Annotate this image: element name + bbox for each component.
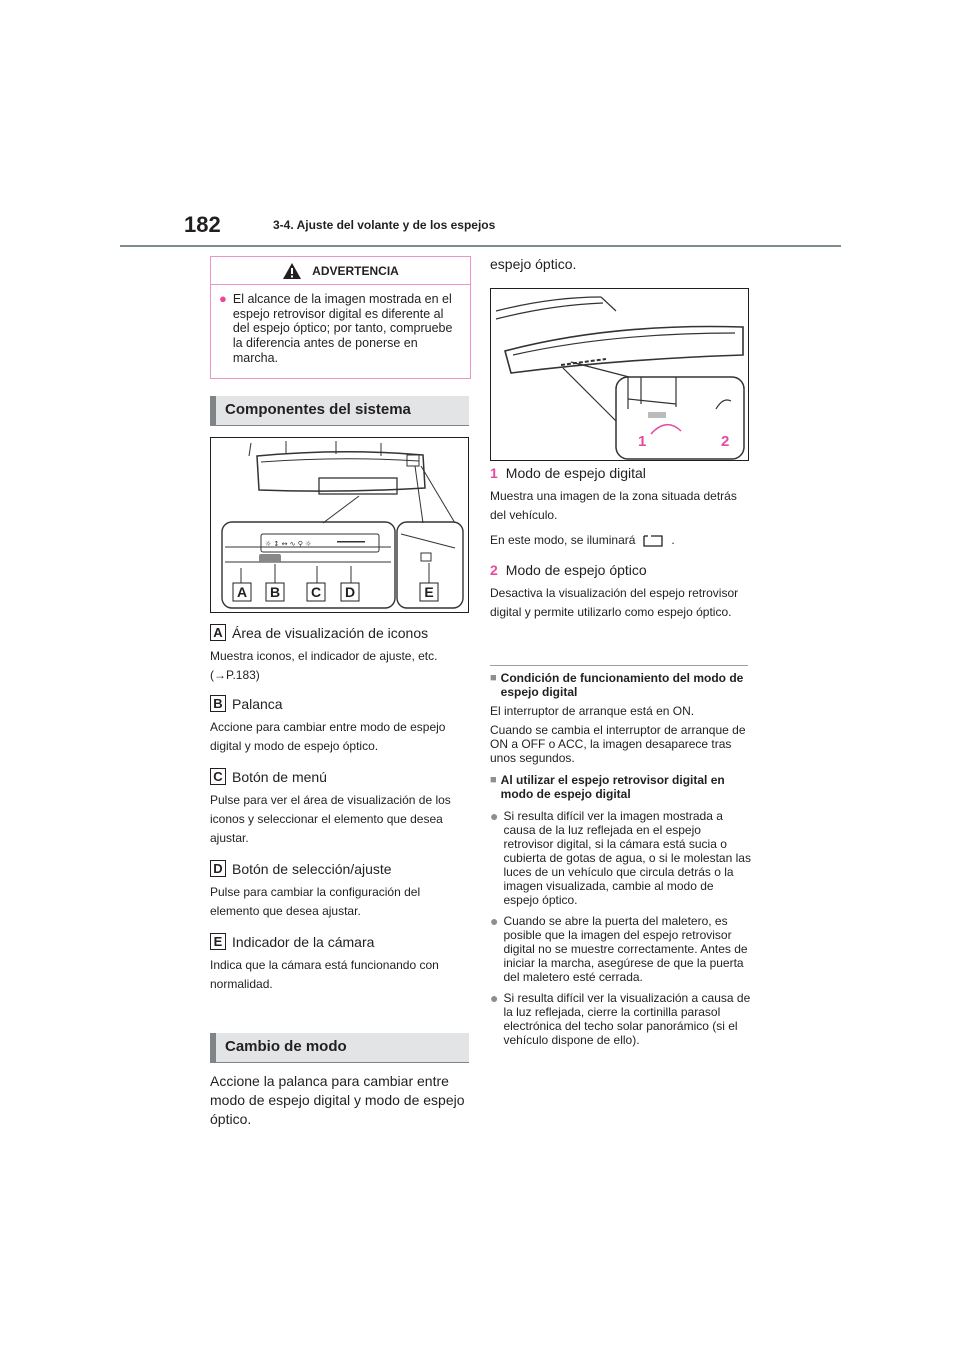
component-desc: Indica que la cámara está funcionando con normalidad. (210, 958, 439, 991)
component-item-e (210, 933, 472, 994)
label-a: A (210, 624, 226, 641)
warning-title: ADVERTENCIA (312, 263, 399, 278)
callout-label-a: A (236, 584, 248, 600)
warning-item (211, 285, 470, 366)
note-bullet: ● Cuando se abre la puerta del maletero, es posible que la imagen del espejo retrovisor digital no se muestre correctamente. Antes de iniciar la marcha, asegúrese de que la puerta del maletero esté cerrada. (490, 913, 748, 984)
section-heading-mode-change: Cambio de modo (210, 1033, 469, 1063)
warning-icon (282, 262, 302, 280)
intro-continuation: espejo óptico. (490, 256, 577, 272)
bullet-icon: ● (490, 913, 499, 929)
label-c: C (210, 768, 226, 785)
mode-title: Modo de espejo digital (505, 465, 646, 481)
lever-illustration (491, 289, 748, 460)
mode-item-optical (490, 562, 752, 578)
mode-desc-text: En este modo, se iluminará (490, 533, 636, 547)
figure-mode-lever (490, 288, 749, 461)
mirror-illustration (211, 438, 468, 612)
note-bullet: ● Si resulta difícil ver la imagen mostrada a causa de la luz reflejada en el espejo retrovisor digital, si la cámara está sucia o cubierta de gotas de agua, o si le molestan las luces de un vehículo que circula detrás o la imagen visualizada, cambie al modo de espejo óptico. (490, 808, 751, 907)
component-desc: Pulse para ver el área de visualización de los iconos y seleccionar el elemento que desea ajustar. (210, 793, 451, 845)
position-label-1: 1 (638, 433, 647, 450)
label-b: B (210, 695, 226, 712)
mode-desc: Muestra una imagen de la zona situada detrás del vehículo. (490, 489, 737, 522)
svg-text:☼ ↕ ↔ ∿ ⚲ ☼: ☼ ↕ ↔ ∿ ⚲ ☼ (265, 540, 312, 548)
callout-label-c: C (310, 584, 322, 600)
component-desc: Accione para cambiar entre modo de espejo digital y modo de espejo óptico. (210, 720, 446, 753)
component-title: Indicador de la cámara (232, 933, 375, 950)
note-bullet: ● Si resulta difícil ver la visualización a causa de la luz reflejada, cierre la cortinilla parasol electrónica del techo solar panorámico (si el vehículo dispone de ello). (490, 990, 751, 1047)
warning-text: El alcance de la imagen mostrada en el espejo retrovisor digital es diferente al del espejo óptico; por tanto, compruebe la diferencia antes de ponerse en marcha. (232, 292, 453, 365)
page-number: 182 (184, 212, 221, 237)
mode-item-digital (490, 465, 752, 481)
mode-number: 2 (490, 562, 498, 578)
component-item-a (210, 624, 472, 685)
camera-indicator-icon (641, 534, 665, 548)
mode-change-intro: Accione la palanca para cambiar entre modo de espejo digital y modo de espejo óptico. (210, 1073, 465, 1127)
note-paragraph: Cuando se cambia el interruptor de arranque de ON a OFF o ACC, la imagen desaparece tras unos segundos. (490, 723, 746, 765)
callout-label-d: D (344, 584, 356, 600)
label-d: D (210, 860, 226, 877)
position-label-2: 2 (721, 433, 730, 450)
note-heading-digital-use: ■ Al utilizar el espejo retrovisor digital en modo de espejo digital (490, 773, 725, 801)
component-list (210, 624, 472, 994)
bullet-icon: ● (490, 808, 499, 824)
component-title: Botón de menú (232, 768, 327, 785)
label-e: E (210, 933, 226, 950)
warning-header (211, 257, 470, 285)
mode-desc-indicator: En este modo, se iluminará . (490, 531, 752, 550)
component-title: Área de visualización de iconos (232, 624, 429, 641)
callout-label-b: B (269, 584, 281, 600)
square-bullet-icon: ■ (490, 672, 497, 684)
chapter-header: 3-4. Ajuste del volante y de los espejos (273, 218, 496, 232)
note-paragraph: El interruptor de arranque está en ON. (490, 704, 695, 718)
square-bullet-icon: ■ (490, 774, 497, 786)
component-desc: Pulse para cambiar la configuración del elemento que desea ajustar. (210, 885, 421, 918)
component-item-c (210, 768, 472, 848)
callout-label-e: E (424, 584, 434, 600)
bullet-icon: ● (219, 291, 227, 306)
component-title: Botón de selección/ajuste (232, 860, 392, 877)
warning-box (210, 256, 471, 379)
bullet-icon: ● (490, 990, 499, 1006)
component-item-b (210, 695, 472, 756)
component-item-d (210, 860, 472, 921)
mode-desc: Desactiva la visualización del espejo retrovisor digital y permite utilizarlo como espejo óptico. (490, 586, 739, 619)
component-desc: Muestra iconos, el indicador de ajuste, etc. (→P.183) (210, 649, 438, 682)
header-rule (120, 245, 841, 247)
component-title: Palanca (232, 695, 283, 712)
note-heading-operating-condition: ■ Condición de funcionamiento del modo de espejo digital (490, 671, 744, 699)
notes (490, 671, 752, 1047)
figure-mirror-components (210, 437, 469, 613)
mode-list (490, 465, 752, 622)
section-heading-components: Componentes del sistema (210, 396, 469, 426)
notes-divider (490, 665, 748, 666)
mode-title: Modo de espejo óptico (505, 562, 647, 578)
mode-number: 1 (490, 465, 498, 481)
